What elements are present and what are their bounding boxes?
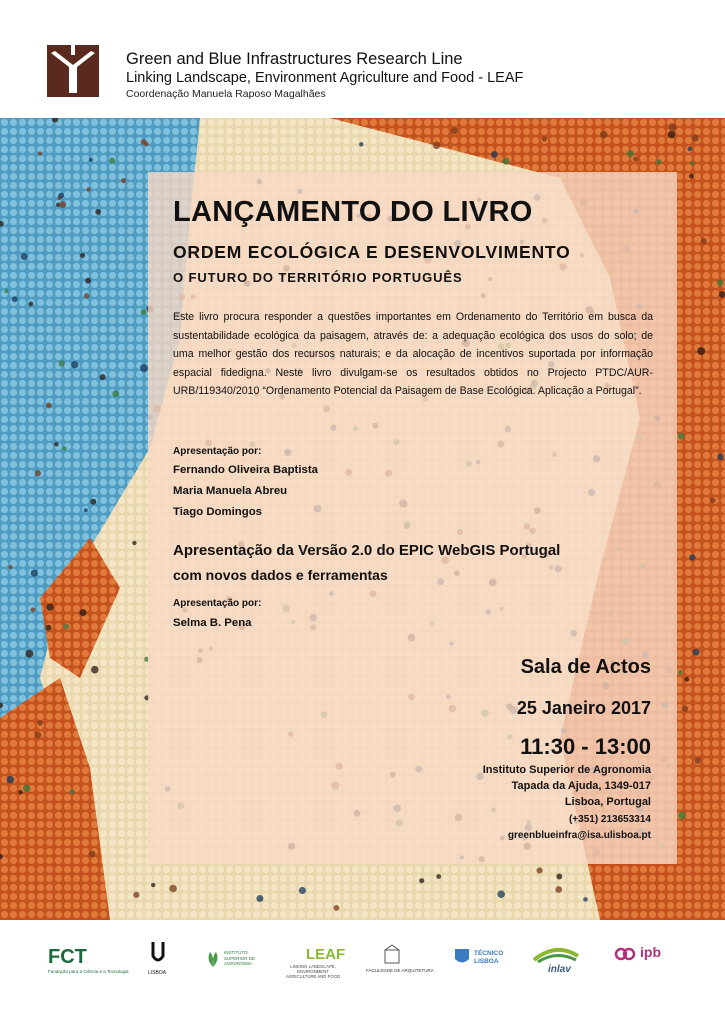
fa-building-icon [384,944,400,964]
mosaic-speckle [4,289,8,293]
mosaic-speckle [678,812,686,820]
presenter-name: Fernando Oliveira Baptista [173,464,318,476]
mosaic-speckle [717,454,724,461]
mosaic-speckle [688,147,693,152]
fct-logo-mark: FCT [48,946,87,968]
mosaic-speckle [693,649,700,656]
leaf-logo-mark: LEAF [306,946,346,963]
mosaic-speckle [7,776,15,784]
ipb-logo-text: ipb [640,944,661,960]
mosaic-speckle [91,666,99,674]
book-description: Este livro procura responder a questões importantes em Ordenamento do Território em busca da sustentabilidade ecológica da paisagem, através de: a adequação ecológica dos usos do solo; de uma melhor gestão dos recursos naturais; e da alocação de incentivos suportada por informação espacial fidedigna. Neste livro divulgam-se os resultados obtidos no Projecto PTDC/AUR-URB/119340/2010 “Ordenamento Potencial da Paisagem de Base Ecológica. Aplicação a Portugal”. [173,311,653,398]
mosaic-speckle [689,554,695,560]
mosaic-speckle [132,541,136,545]
presenter-name: Tiago Domingos [173,506,263,518]
mosaic-speckle [537,867,543,873]
mosaic-speckle [84,293,89,298]
mosaic-speckle [64,624,70,630]
header-coordination: Coordenação Manuela Raposo Magalhães [126,88,326,100]
mosaic-speckle [71,361,78,368]
presenter-name: Maria Manuela Abreu [173,485,288,497]
mosaic-speckle [583,897,588,902]
mosaic-speckle [80,609,87,616]
event-date: 25 Janeiro 2017 [516,698,651,718]
fct-logo-text: Fundação para a Ciência e a Tecnologia [48,969,129,974]
mosaic-speckle [100,374,106,380]
mosaic-speckle [85,278,91,284]
mosaic-speckle [133,892,139,898]
inlav-logo-text: inlav [548,964,571,975]
mosaic-speckle [678,433,685,440]
mosaic-speckle [359,142,363,146]
mosaic-speckle [555,886,562,893]
mosaic-speckle [690,161,694,165]
mosaic-speckle [59,201,66,208]
mosaic-speckle [684,677,689,682]
mosaic-speckle [140,364,148,372]
isa-logo-text: INSTITUTO SUPERIOR DE AGRONOMIA [224,950,256,966]
mosaic-speckle [256,895,263,902]
mosaic-speckle [627,150,634,157]
ipb-knot-icon [614,946,636,962]
mosaic-speckle [31,607,36,612]
mosaic-speckle [697,347,705,355]
mosaic-speckle [144,142,149,147]
mosaic-speckle [46,604,53,611]
mosaic-speckle [35,732,42,739]
mosaic-speckle [656,159,661,164]
mosaic-speckle [46,403,52,409]
mosaic-speckle [695,757,702,764]
mosaic-speckle [497,890,505,898]
mosaic-speckle [112,390,119,397]
book-subtitle: O FUTURO DO TERRITÓRIO PORTUGUÊS [173,270,463,285]
epic-presenter-name: Selma B. Pena [173,617,252,629]
mosaic-speckle [141,309,147,315]
venue: Sala de Actos [520,656,651,678]
header [0,0,725,118]
mosaic-speckle [503,158,510,165]
mosaic-speckle [54,442,59,447]
mosaic-speckle [12,296,18,302]
mosaic-speckle [38,151,42,155]
leaf-logo-text: LINKING LANDSCAPE, ENVIRONMENT AGRICULTURE AND FOOD [285,964,341,979]
mosaic-speckle [491,151,498,158]
mosaic-speckle [669,123,677,131]
mosaic-speckle [59,360,65,366]
inlav-swoosh-icon [532,942,580,964]
mosaic-speckle [21,253,28,260]
mosaic-speckle [692,135,699,142]
mosaic-speckle [633,157,638,162]
mosaic-speckle [451,127,458,134]
phone-number: (+351) 213653314 [568,814,651,825]
address-line: Lisboa, Portugal [564,796,651,808]
tecnico-shield-icon [454,948,470,966]
mosaic-speckle [701,238,707,244]
mosaic-speckle [556,874,562,880]
mosaic-speckle [433,142,441,150]
mosaic-speckle [58,193,64,199]
epic-webgis-heading: Apresentação da Versão 2.0 do EPIC WebGIS Portugal [173,542,561,559]
mosaic-speckle [678,670,683,675]
mosaic-speckle [62,446,66,450]
epic-presentation-label: Apresentação por: [173,598,262,609]
mosaic-speckle [80,253,85,258]
mosaic-speckle [121,178,126,183]
ulisboa-logo-text: LISBOA [148,970,167,976]
presentation-label: Apresentação por: [173,446,262,457]
mosaic-speckle [90,499,96,505]
mosaic-speckle [84,508,88,512]
book-title: ORDEM ECOLÓGICA E DESENVOLVIMENTO [173,242,571,262]
mosaic-speckle [299,887,306,894]
mosaic-speckle [600,131,608,139]
mosaic-speckle [35,470,41,476]
mosaic-speckle [89,851,96,858]
mosaic-speckle [109,158,115,164]
epic-webgis-subheading: com novos dados e ferramentas [173,567,388,583]
tecnico-logo-text: TÉCNICO LISBOA [474,950,504,965]
event-time: 11:30 - 13:00 [520,734,651,759]
mosaic-speckle [542,136,547,141]
header-subtitle: Linking Landscape, Environment Agriculture and Food - LEAF [126,70,524,86]
mosaic-speckle [38,720,43,725]
mosaic-speckle [87,187,91,191]
mosaic-speckle [18,790,22,794]
ulisboa-u-icon [150,940,166,966]
mosaic-speckle [70,789,75,794]
address-line: Instituto Superior de Agronomia [482,764,651,776]
mosaic-speckle [436,874,441,879]
mosaic-speckle [668,131,676,139]
mosaic-speckle [717,280,724,287]
partner-logos [0,920,725,1024]
isa-leaf-icon [204,948,222,968]
mosaic-speckle [26,650,34,658]
mosaic-speckle [689,174,694,179]
mosaic-speckle [23,784,30,791]
mosaic-speckle [89,158,93,162]
event-title: LANÇAMENTO DO LIVRO [173,196,533,228]
mosaic-speckle [169,885,177,893]
mosaic-speckle [29,302,34,307]
mosaic-speckle [95,209,101,215]
research-line-logo [47,45,99,97]
mosaic-speckle [710,498,715,503]
mosaic-speckle [682,706,688,712]
address-line: Tapada da Ajuda, 1349-017 [511,780,651,792]
header-title: Green and Blue Infrastructures Research Line [126,50,463,68]
contact-email[interactable]: greenblueinfra@isa.ulisboa.pt [507,830,651,841]
fa-logo-text: FACULDADE DE ARQUITETURA [366,968,434,973]
mosaic-speckle [419,878,424,883]
mosaic-speckle [334,905,340,911]
mosaic-speckle [31,570,38,577]
mosaic-speckle [151,883,155,887]
mosaic-speckle [9,565,13,569]
mosaic-speckle [46,625,52,631]
